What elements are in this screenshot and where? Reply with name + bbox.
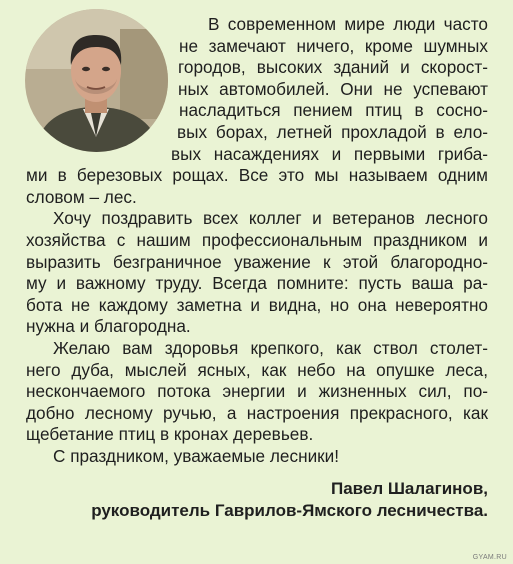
paragraph-2 — [26, 208, 488, 338]
text-line: добно лесному ручью, а настроения прекрасного, как — [26, 402, 488, 423]
text-line: бота не каждому заметна и видна, но она невероятно — [26, 294, 488, 315]
signature — [91, 478, 488, 522]
signature-name: Павел Шалагинов, — [330, 479, 488, 498]
text-line: нужна и благородна. — [26, 316, 191, 337]
paragraph-1 — [26, 14, 488, 208]
text-line: него дуба, мыслей ясных, как небо на опушке леса, — [26, 359, 488, 380]
closing-line: С праздником, уважаемые лесники! — [53, 445, 340, 466]
paragraph-3 — [26, 338, 488, 446]
signature-title: руководитель Гаврилов-Ямского лесничества. — [91, 501, 488, 520]
text-line: не замечают ничего, кроме шумных — [179, 35, 488, 56]
text-line: ных автомобилей. Они не успевают — [178, 78, 488, 99]
source-watermark: GYAM.RU — [472, 554, 507, 561]
text-line: городов, высоких зданий и скорост- — [178, 57, 488, 78]
article-text — [26, 14, 488, 467]
text-line: вых борах, летней прохладой в ело- — [177, 121, 488, 142]
text-line: насладиться пением птиц в сосно- — [179, 100, 488, 121]
text-line: вых насаждениях и первыми гриба- — [171, 143, 488, 164]
text-line: ми в березовых рощах. Все это мы называем одним — [26, 165, 488, 186]
text-line: му и важному труду. Всегда помните: пусть ваша ра- — [26, 273, 488, 294]
text-line: выразить безграничное уважение к этой благородно- — [26, 251, 488, 272]
text-line: Хочу поздравить всех коллег и ветеранов лесного — [53, 208, 488, 229]
text-line: щебетание птиц в кронах деревьев. — [26, 424, 314, 445]
text-line: хозяйства с нашим профессиональным праздником и — [26, 229, 488, 250]
text-line: Желаю вам здоровья крепкого, как ствол столет- — [53, 337, 488, 358]
text-line: словом – лес. — [26, 186, 137, 207]
text-line: В современном мире люди часто — [208, 14, 488, 34]
text-line: нескончаемого потока энергии и жизненных сил, по- — [26, 381, 488, 402]
